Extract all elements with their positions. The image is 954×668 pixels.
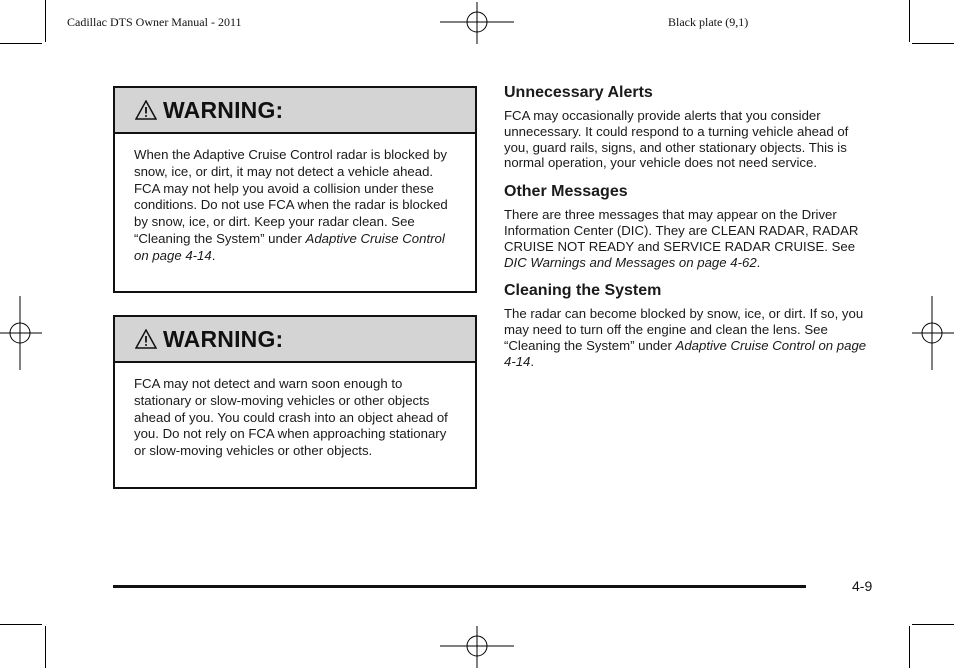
paragraph: FCA may occasionally provide alerts that you consider unnecessary. It could respond to a turning vehicle ahead of you, guard rails, signs, and other stationary objects. This is normal operation, your vehicle does not need service. (504, 108, 849, 171)
warning-title: WARNING: (163, 325, 284, 352)
registration-mark-left (0, 296, 42, 370)
section-heading: Cleaning the System (504, 282, 662, 300)
warning-body (115, 363, 475, 472)
section-heading: Other Messages (504, 183, 628, 201)
section-other-messages (504, 183, 874, 270)
section-text (504, 207, 874, 270)
section-heading: Unnecessary Alerts (504, 84, 653, 101)
warning-triangle-icon (135, 100, 157, 120)
warning-triangle-icon (135, 329, 157, 349)
warning-title: WARNING: (163, 96, 284, 123)
warning-header (115, 317, 475, 363)
plate-label: Black plate (9,1) (668, 15, 749, 29)
warning-text: When the Adaptive Cruise Control radar is blocked by snow, ice, or dirt, it may not detect a vehicle ahead. FCA may not help you avoid a collision under these conditions. Do not use FCA when the radar is blocked by snow, ice, or dirt. Keep your radar clean. See “Cleaning the System” under (134, 147, 448, 246)
paragraph: There are three messages that may appear on the Driver Information Center (DIC). They are CLEAN RADAR, RADAR CRUISE NOT READY and SERVICE RADAR CRUISE. See (504, 207, 859, 254)
right-column (504, 84, 874, 382)
footer-rule (113, 585, 806, 588)
section-cleaning-the-system (504, 282, 874, 369)
section-unnecessary-alerts (504, 84, 874, 171)
warning-box-stationary-objects (113, 315, 477, 489)
warning-box-radar-blocked (113, 86, 477, 293)
paragraph: The radar can become blocked by snow, ice, or dirt. If so, you may need to turn off the engine and clean the lens. See “Cleaning the System” under (504, 306, 864, 353)
registration-mark-bottom (440, 626, 514, 668)
registration-mark-right (912, 296, 954, 370)
warning-text: FCA may not detect and warn soon enough to stationary or slow-moving vehicles or other objects ahead of you. You could crash into an object ahead of you. Do not rely on FCA when approaching stationary or slow-moving vehicles or other objects. (134, 376, 448, 459)
warning-header (115, 88, 475, 134)
running-header-title: Cadillac DTS Owner Manual - 2011 (67, 15, 242, 29)
section-text (504, 108, 874, 171)
punctuation: . (756, 254, 761, 270)
section-text (504, 306, 874, 369)
page-number: 4-9 (852, 578, 873, 594)
cross-reference: DIC Warnings and Messages on page 4-62 (504, 254, 757, 270)
punctuation: . (211, 247, 216, 263)
punctuation: . (530, 353, 535, 369)
cross-reference: Adaptive Cruise Control on page 4-14 (134, 230, 445, 263)
cross-reference: Adaptive Cruise Control on page 4-14 (504, 337, 867, 369)
registration-mark-top (440, 2, 514, 44)
warning-body (115, 134, 475, 277)
